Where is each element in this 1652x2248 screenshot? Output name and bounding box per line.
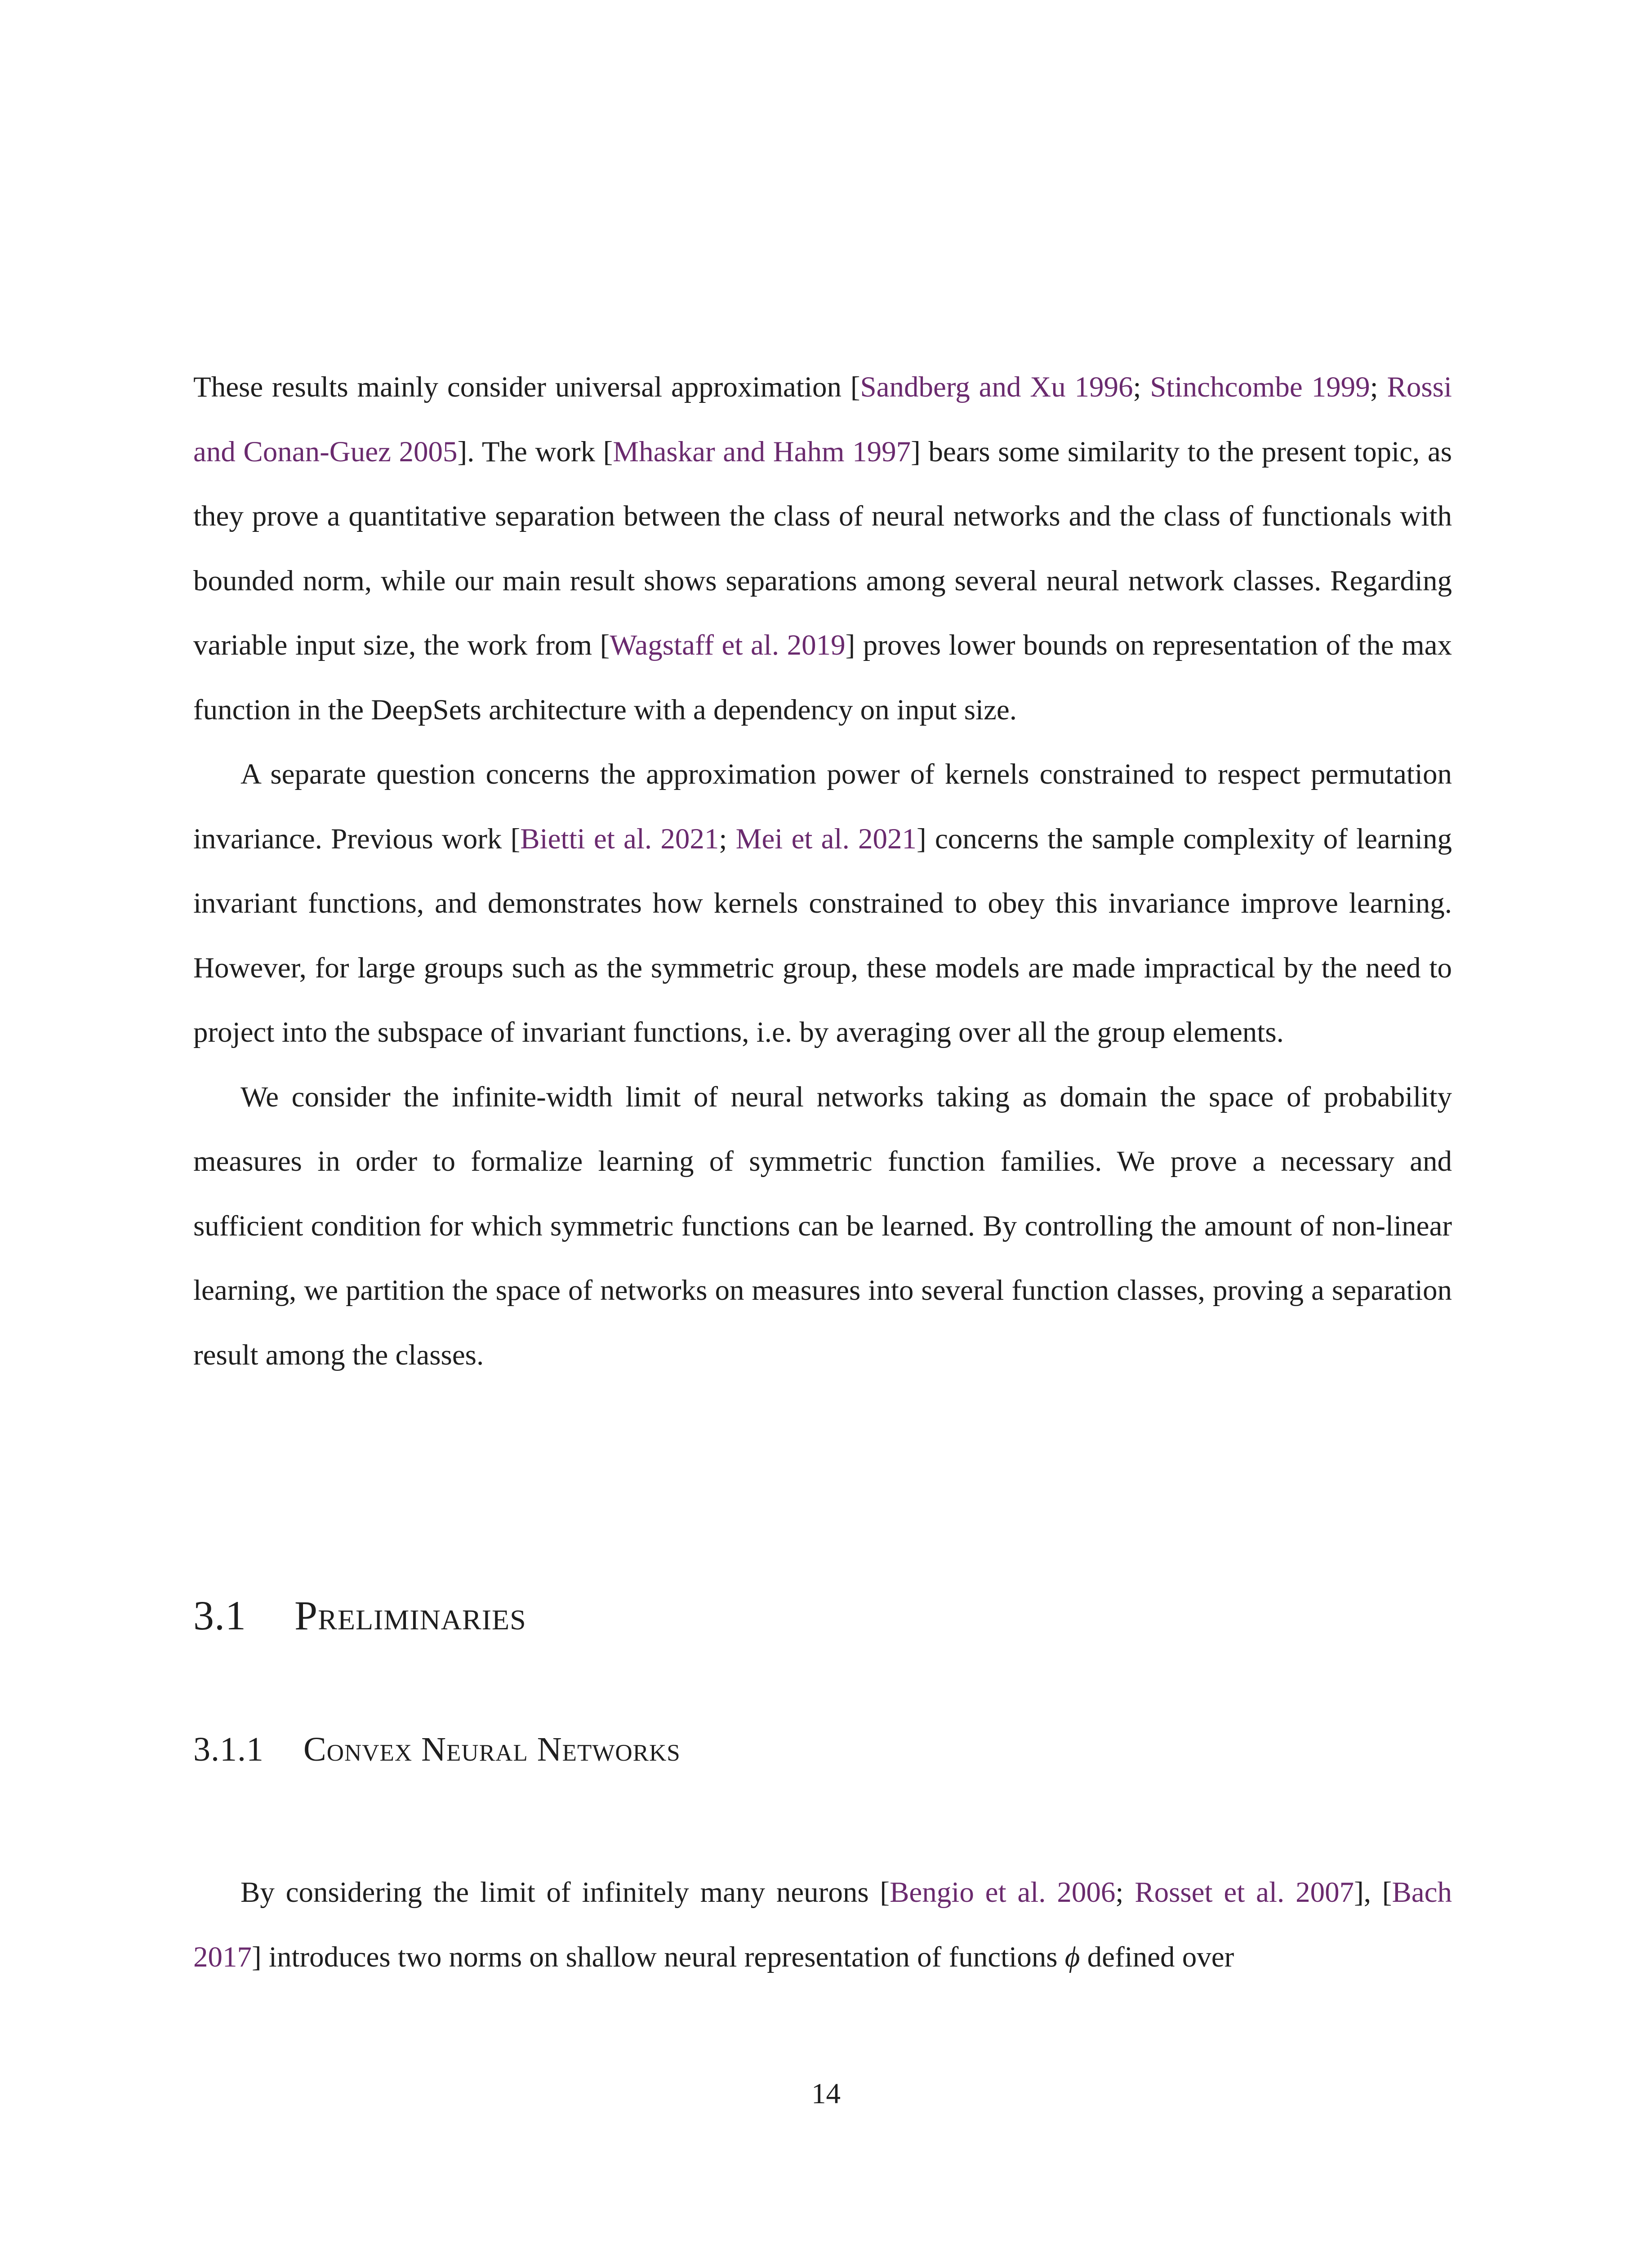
body-text-bottom (193, 1860, 1452, 1989)
citation-link[interactable]: Mhaskar and Hahm 1997 (613, 435, 911, 468)
section-title-text: Preliminaries (294, 1592, 526, 1638)
text-run: A separate question concerns the approximation power of kernels constrained to respect permutation invariance. Previous work [ (193, 758, 1452, 855)
citation-link[interactable]: Rosset et al. 2007 (1135, 1876, 1354, 1909)
citation-link[interactable]: Stinchcombe 1999 (1150, 371, 1370, 403)
citation-link[interactable]: Bengio et al. 2006 (890, 1876, 1116, 1909)
math-symbol: ϕ (1064, 1940, 1080, 1973)
text-run: ] bears some similarity to the present topic, as they prove a quantitative separation between the class of neural networks and the class of functionals with bounded norm, while our main result shows separations among several neural network classes. Regarding variable input size, the work from [ (193, 435, 1452, 661)
paragraph-related-work (193, 355, 1452, 742)
citation-link[interactable]: Mei et al. 2021 (735, 822, 917, 855)
page-number: 14 (811, 2078, 841, 2110)
text-run: By considering the limit of infinitely many neurons [ (240, 1876, 890, 1909)
text-run: ; (1133, 371, 1150, 403)
citation-link[interactable]: Bach 2017 (193, 1876, 1452, 1973)
text-run: ] proves lower bounds on representation of the max function in the DeepSets architecture with a dependency on input size. (193, 629, 1452, 726)
paragraph-contribution (193, 1065, 1452, 1388)
text-run: ; (1115, 1876, 1135, 1909)
citation-link[interactable]: Wagstaff et al. 2019 (610, 629, 846, 661)
paragraph-kernels (193, 742, 1452, 1065)
text-run: We consider the infinite-width limit of neural networks taking as domain the space of probability measures in order to formalize learning of symmetric function families. We prove a necessary and sufficient condition for which symmetric functions can be learned. By controlling the amount of non-linear learning, we partition the space of networks on measures into several function classes, proving a separation result among the classes. (193, 1080, 1452, 1371)
text-run: ; (719, 822, 736, 855)
text-run: defined over (1080, 1940, 1234, 1973)
text-run: ] concerns the sample complexity of learning invariant functions, and demonstrates how kernels constrained to obey this invariance improve learning. However, for large groups such as the symmetric group, these models are made impractical by the need to project into the subspace of invariant functions, i.e. by averaging over all the group elements. (193, 822, 1452, 1048)
section-heading (193, 1592, 526, 1639)
text-run: These results mainly consider universal approximation [ (193, 371, 860, 403)
section-number: 3.1 (193, 1592, 246, 1638)
paragraph-convex-networks (193, 1860, 1452, 1989)
citation-link[interactable]: Rossi and Conan-Guez 2005 (193, 371, 1452, 468)
subsection-number: 3.1.1 (193, 1731, 264, 1768)
citation-link[interactable]: Bietti et al. 2021 (520, 822, 719, 855)
citation-link[interactable]: Sandberg and Xu 1996 (860, 371, 1133, 403)
text-run: ], [ (1354, 1876, 1392, 1909)
text-run: ] introduces two norms on shallow neural representation of functions (252, 1940, 1065, 1973)
text-run: ; (1370, 371, 1387, 403)
subsection-heading (193, 1730, 681, 1769)
text-run: ]. The work [ (457, 435, 613, 468)
body-text-top (193, 355, 1452, 1387)
subsection-title-text: Convex Neural Networks (303, 1731, 681, 1768)
